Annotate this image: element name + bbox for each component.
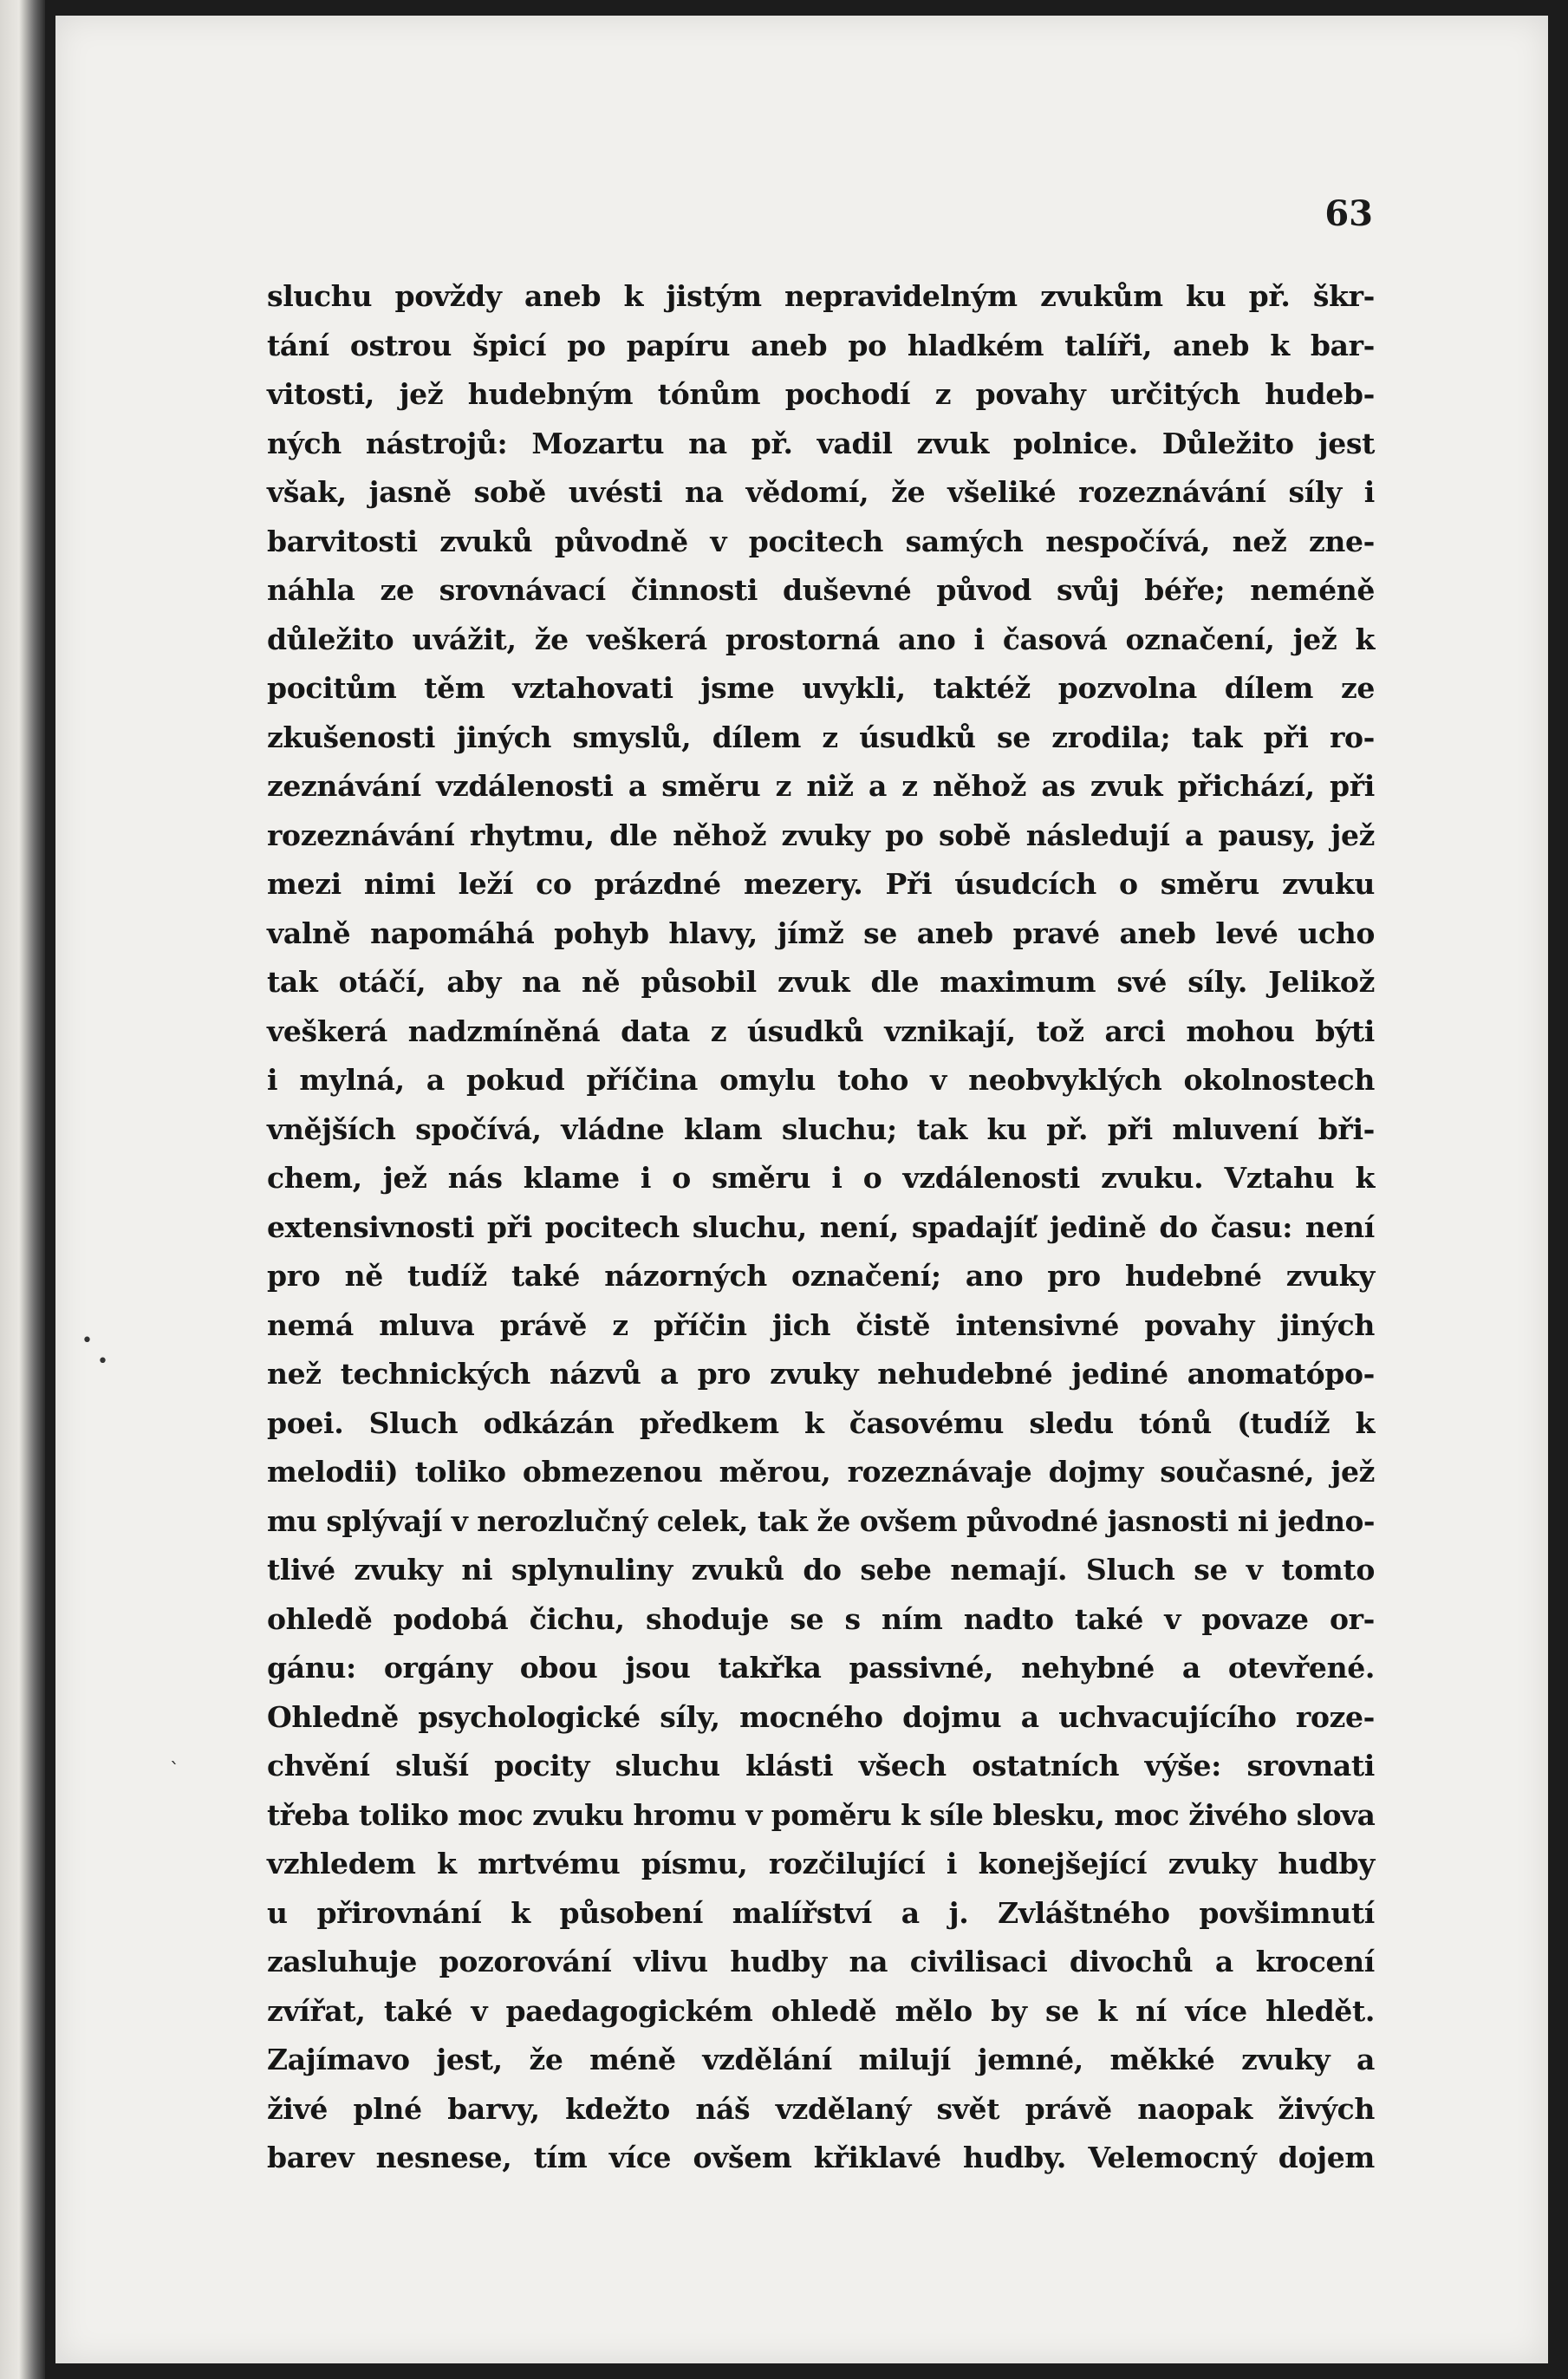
text-line: pro ně tudíž také názorných označení; ano pro hudebné zvuky	[267, 1259, 1375, 1293]
text-line: pocitům těm vztahovati jsme uvykli, taktéž pozvolna dílem ze	[267, 671, 1375, 705]
text-line: tlivé zvuky ni splynuliny zvuků do sebe nemají. Sluch se v tomto	[267, 1553, 1375, 1587]
text-line: tak otáčí, aby na ně působil zvuk dle maximum své síly. Jelikož	[267, 965, 1375, 999]
text-line: barvitosti zvuků původně v pocitech samých nespočívá, než zne-	[267, 524, 1375, 558]
text-line: Ohledně psychologické síly, mocného dojmu a uchvacujícího roze-	[267, 1699, 1375, 1734]
text-line: třeba toliko moc zvuku hromu v poměru k síle blesku, moc živého slova	[267, 1797, 1376, 1832]
text-line: zkušenosti jiných smyslů, dílem z úsudků se zrodila; tak při ro-	[267, 720, 1375, 754]
text-line: poei. Sluch odkázán předkem k časovému sledu tónů (tudíž k	[267, 1405, 1375, 1440]
text-line: sluchu povždy aneb k jistým nepravidelným zvukům ku př. škr-	[267, 279, 1375, 313]
text-line: i mylná, a pokud příčina omylu toho v neobvyklých okolnostech	[267, 1063, 1375, 1097]
text-line: vnějších spočívá, vládne klam sluchu; tak ku př. při mluvení bři-	[267, 1111, 1375, 1146]
text-line: nemá mluva právě z příčin jich čistě intensivné povahy jiných	[267, 1307, 1375, 1342]
text-line: valně napomáhá pohyb hlavy, jímž se aneb pravé aneb levé ucho	[267, 916, 1375, 950]
text-line: vitosti, jež hudebným tónům pochodí z povahy určitých hudeb-	[267, 377, 1375, 411]
text-line: barev nesnese, tím více ovšem křiklavé hudby. Velemocný dojem	[267, 2141, 1375, 2174]
text-line: než technických názvů a pro zvuky nehudebné jediné anomatópo-	[267, 1357, 1375, 1391]
text-line: chem, jež nás klame i o směru i o vzdálenosti zvuku. Vztahu k	[267, 1161, 1375, 1195]
text-line: však, jasně sobě uvésti na vědomí, že všeliké rozeznávání síly i	[267, 475, 1375, 509]
text-line: melodii) toliko obmezenou měrou, rozeznávaje dojmy současné, jež	[267, 1455, 1375, 1489]
text-line: gánu: orgány obou jsou takřka passivné, nehybné a otevřené.	[267, 1651, 1375, 1685]
text-line: ných nástrojů: Mozartu na př. vadil zvuk polnice. Důležito jest	[267, 426, 1375, 460]
text-line: rozeznávání rhytmu, dle něhož zvuky po sobě následují a pausy, jež	[267, 818, 1375, 852]
text-line: Zajímavo jest, že méně vzdělání milují jemné, měkké zvuky a	[267, 2043, 1375, 2076]
text-line: náhla ze srovnávací činnosti duševné původ svůj béře; neméně	[267, 573, 1375, 607]
text-line: u přirovnání k působení malířství a j. Zvláštného povšimnutí	[267, 1895, 1375, 1930]
book-page	[55, 16, 1548, 2363]
margin-dot: •	[81, 1330, 93, 1352]
text-line: mu splývají v nerozlučný celek, tak že ovšem původné jasnosti ni jedno-	[267, 1503, 1375, 1538]
margin-tick: ˋ	[170, 1760, 179, 1782]
text-line: chvění sluší pocity sluchu klásti všech ostatních výše: srovnati	[267, 1749, 1375, 1783]
text-line: tání ostrou špicí po papíru aneb po hladkém talíři, aneb k bar-	[267, 328, 1375, 362]
text-line: živé plné barvy, kdežto náš vzdělaný svět právě naopak živých	[267, 2091, 1375, 2126]
body-text	[267, 272, 1375, 2183]
text-line: zvířat, také v paedagogickém ohledě mělo by se k ní více hledět.	[267, 1993, 1375, 2028]
text-line: extensivnosti při pocitech sluchu, není, spadajíť jedině do času: není	[267, 1209, 1375, 1244]
text-line: veškerá nadzmíněná data z úsudků vznikají, tož arci mohou býti	[267, 1014, 1375, 1048]
text-line: ohledě podobá čichu, shoduje se s ním nadto také v povaze or-	[267, 1601, 1375, 1636]
facing-page-edge	[0, 0, 45, 2379]
text-line: mezi nimi leží co prázdné mezery. Při úsudcích o směru zvuku	[267, 867, 1375, 901]
text-line: zeznávání vzdálenosti a směru z niž a z něhož as zvuk přichází, při	[267, 769, 1375, 803]
margin-dot: •	[97, 1351, 108, 1372]
page-number: 63	[1324, 193, 1373, 234]
text-line: zasluhuje pozorování vlivu hudby na civilisaci divochů a krocení	[267, 1945, 1375, 1978]
text-line: vzhledem k mrtvému písmu, rozčilující i konejšející zvuky hudby	[267, 1847, 1375, 1880]
text-line: důležito uvážit, že veškerá prostorná ano i časová označení, jež k	[267, 622, 1375, 656]
